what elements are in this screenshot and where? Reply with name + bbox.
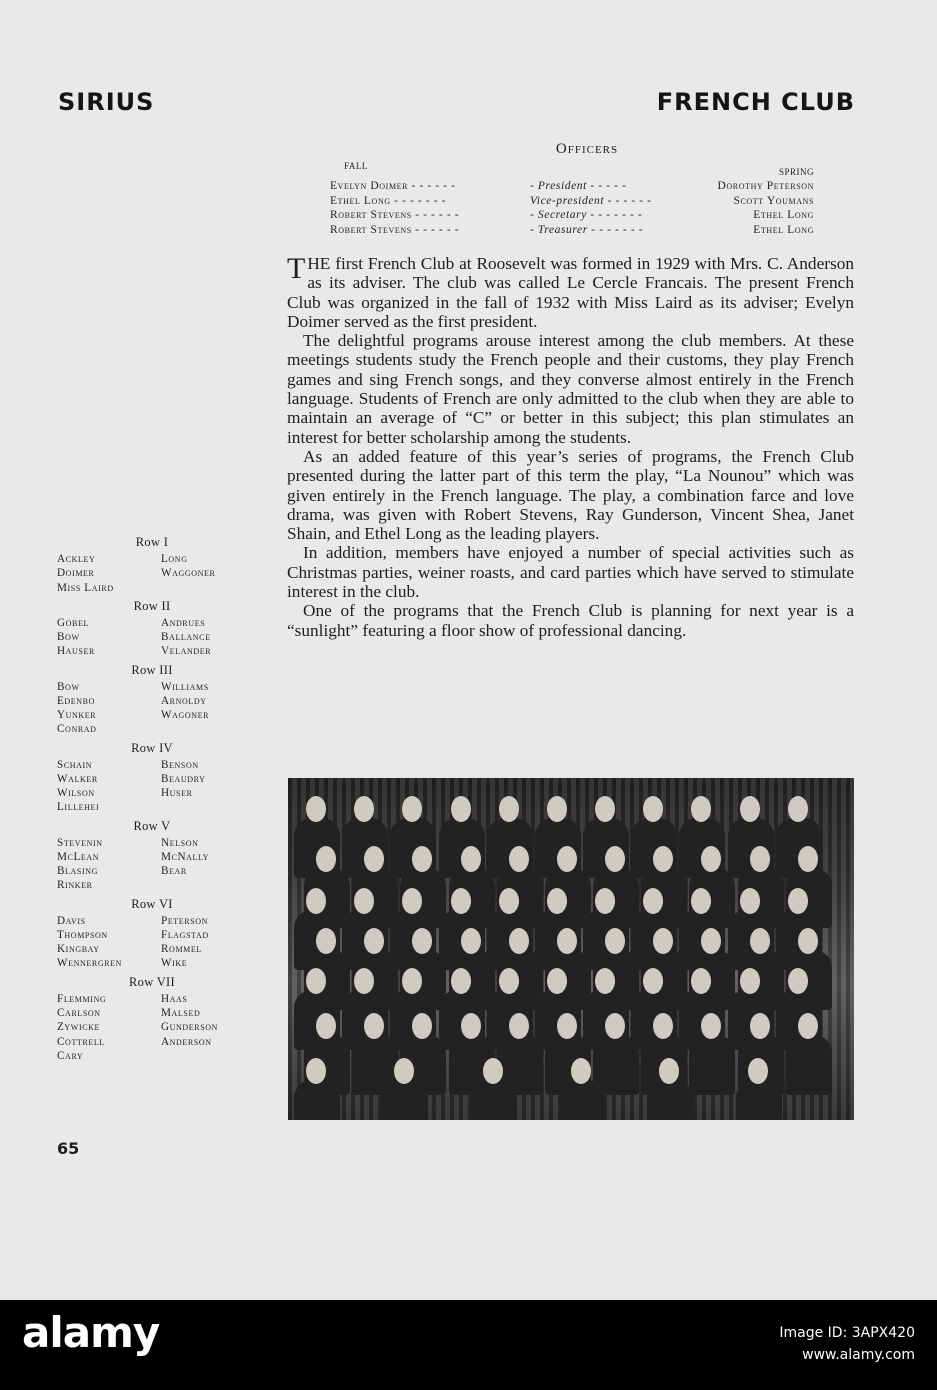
- name: Malsed: [161, 1007, 201, 1020]
- name: Wagoner: [161, 709, 210, 722]
- officers-table: [330, 142, 814, 237]
- name: Kingbay: [57, 943, 100, 956]
- running-header-sirius: SIRIUS: [58, 88, 155, 116]
- photo-caption-names: [57, 531, 257, 1063]
- spring-label: SPRING: [778, 166, 814, 177]
- person-face: [798, 846, 818, 872]
- person-face: [750, 1013, 770, 1039]
- paragraph: [287, 543, 854, 601]
- row-heading: Row II: [133, 598, 171, 613]
- paragraph-text: In addition, members have enjoyed a number of special activities such as Christmas parties, weiner roasts, and card parties which have served to stimulate interest in the club.: [287, 543, 854, 602]
- name: Bow: [57, 680, 80, 693]
- name: Rommel: [161, 943, 202, 956]
- person-face: [740, 968, 760, 994]
- person-face: [461, 846, 481, 872]
- person-face: [740, 888, 760, 914]
- name: Doimer: [57, 567, 95, 580]
- row-names: [57, 616, 257, 659]
- fall-officer: Ethel Long - - - - - - -: [330, 194, 447, 207]
- name: Haas: [161, 992, 188, 1005]
- spring-officer: Scott Youmans: [733, 194, 814, 207]
- person-face: [306, 888, 326, 914]
- right-column: [161, 992, 218, 1063]
- person-face: [557, 928, 577, 954]
- person-face: [788, 888, 808, 914]
- person-face: [509, 846, 529, 872]
- right-column: [161, 616, 211, 659]
- name: Ackley: [57, 553, 96, 566]
- person-face: [547, 888, 567, 914]
- name: Lillehei: [57, 801, 100, 814]
- name: Long: [161, 553, 188, 566]
- office-role: Vice-president - - - - - -: [530, 194, 652, 207]
- name: Davis: [57, 914, 86, 927]
- name: Yunker: [57, 709, 97, 722]
- name: Miss Laird: [57, 581, 114, 594]
- person-face: [499, 968, 519, 994]
- paragraph: [287, 601, 854, 640]
- fall-officer: Robert Stevens - - - - - -: [330, 209, 460, 221]
- name: Schain: [57, 758, 93, 771]
- row-heading: Row V: [133, 818, 171, 833]
- name: Walker: [57, 773, 98, 786]
- right-column: [161, 552, 215, 595]
- person-face: [509, 928, 529, 954]
- officers-title: Officers: [555, 141, 619, 157]
- person-face: [571, 1058, 591, 1084]
- person-face: [798, 1013, 818, 1039]
- row-names: [57, 836, 257, 893]
- person-body: [294, 1080, 340, 1120]
- right-column: [161, 680, 209, 737]
- person-face: [557, 1013, 577, 1039]
- name: Rinker: [57, 879, 93, 892]
- name: Carlson: [57, 1007, 101, 1020]
- fall-officer: Robert Stevens - - - - - -: [330, 223, 460, 236]
- person-face: [499, 888, 519, 914]
- name: Gobel: [57, 617, 89, 630]
- name: Benson: [161, 758, 199, 771]
- person-face: [750, 846, 770, 872]
- row-names: [57, 758, 257, 815]
- row-names: [57, 992, 257, 1063]
- person-body: [471, 1080, 517, 1120]
- person-face: [509, 1013, 529, 1039]
- paragraph-text: The delightful programs arouse interest among the club members. At these meetings students study the French people and their customs, they play French games and sing French songs, and they converse almost entirely in the French language. Students of French are only admitted to the club when they are able to maintain an average of “C” or better in this subject; this plan stimulates an interest for better scholarship among the students.: [287, 331, 854, 447]
- person-face: [483, 1058, 503, 1084]
- name: Williams: [161, 680, 209, 693]
- person-face: [788, 968, 808, 994]
- left-column: [57, 680, 161, 737]
- person-face: [316, 928, 336, 954]
- person-face: [605, 928, 625, 954]
- name: Flagstad: [161, 929, 209, 942]
- paragraph: [287, 447, 854, 543]
- person-face: [750, 928, 770, 954]
- name: Cottrell: [57, 1035, 105, 1048]
- person-face: [316, 846, 336, 872]
- row-heading: Row VII: [129, 974, 175, 989]
- row-heading: Row IV: [131, 740, 173, 755]
- name: Zywicke: [57, 1021, 101, 1034]
- person-face: [316, 1013, 336, 1039]
- watermark-url: www.alamy.com: [802, 1347, 915, 1363]
- officer-row: [330, 194, 814, 209]
- name: McNally: [161, 851, 210, 864]
- name: Arnoldy: [161, 695, 207, 708]
- paragraph-text: One of the programs that the French Club is planning for next year is a “sunlight” featuring a floor show of professional dancing.: [287, 601, 854, 640]
- name: Velander: [161, 645, 212, 658]
- person-face: [499, 796, 519, 822]
- name: Cary: [57, 1049, 84, 1062]
- name: Stevenin: [57, 836, 103, 849]
- name: Thompson: [57, 929, 108, 942]
- name: Anderson: [161, 1035, 212, 1048]
- person-face: [748, 1058, 768, 1084]
- person-body: [736, 1080, 782, 1120]
- person-face: [595, 968, 615, 994]
- row-heading: Row VI: [131, 896, 173, 911]
- person-face: [306, 968, 326, 994]
- person-face: [557, 846, 577, 872]
- person-face: [461, 928, 481, 954]
- article-body: [287, 254, 854, 640]
- name: Beaudry: [161, 773, 206, 786]
- person-face: [461, 1013, 481, 1039]
- paragraph: [287, 254, 854, 331]
- image-id: Image ID: 3APX420: [779, 1325, 915, 1341]
- fall-label: FALL: [344, 160, 368, 171]
- group-photo: [288, 778, 854, 1120]
- spring-officer: Ethel Long: [753, 223, 814, 236]
- right-column: [161, 758, 206, 815]
- person-face: [451, 888, 471, 914]
- fall-officer: Evelyn Doimer - - - - - -: [330, 180, 456, 192]
- name: Conrad: [57, 723, 97, 736]
- person-body: [382, 1080, 428, 1120]
- office-role: - Treasurer - - - - - - -: [530, 223, 644, 236]
- row-names: [57, 552, 257, 595]
- person-body: [647, 1080, 693, 1120]
- name: Peterson: [161, 914, 209, 927]
- left-column: [57, 914, 161, 971]
- section-title-french-club: FRENCH CLUB: [656, 88, 855, 116]
- page-number: 65: [57, 1139, 80, 1158]
- name: Waggoner: [161, 567, 216, 580]
- person-body: [559, 1080, 605, 1120]
- drop-cap: T: [287, 252, 306, 285]
- name: Huser: [161, 787, 193, 800]
- name: Flemming: [57, 992, 107, 1005]
- spring-officer: Dorothy Peterson: [717, 180, 814, 192]
- person-face: [595, 888, 615, 914]
- name: Gunderson: [161, 1021, 219, 1034]
- row-names: [57, 680, 257, 737]
- person-face: [451, 968, 471, 994]
- officer-row: [330, 208, 814, 223]
- watermark-bar: [0, 1300, 937, 1390]
- person-face: [306, 796, 326, 822]
- name: Wennergren: [57, 957, 123, 970]
- name: Andrues: [161, 617, 206, 630]
- left-column: [57, 836, 161, 893]
- person-face: [547, 968, 567, 994]
- row-heading: Row III: [131, 662, 173, 677]
- person-face: [788, 796, 808, 822]
- row-heading: Row I: [135, 535, 169, 549]
- office-role: - President - - - - -: [530, 180, 627, 192]
- name: Wike: [161, 957, 188, 970]
- left-column: [57, 758, 161, 815]
- name: Nelson: [161, 836, 199, 849]
- person-face: [740, 796, 760, 822]
- alamy-logo: alamy: [22, 1308, 160, 1357]
- person-face: [605, 1013, 625, 1039]
- person-face: [451, 796, 471, 822]
- spring-officer: Ethel Long: [753, 209, 814, 221]
- person-face: [306, 1058, 326, 1084]
- right-column: [161, 836, 209, 893]
- name: Blasing: [57, 865, 98, 878]
- paragraph-text: As an added feature of this year’s series of programs, the French Club presented during the latter part of this term the play, “La Nounou” which was given entirely in the French language. The play, a combination farce and love drama, was given with Robert Stevens, Ray Gunderson, Vincent Shea, Janet Shain, and Ethel Long as the leading players.: [287, 446, 854, 544]
- right-column: [161, 914, 209, 971]
- left-column: [57, 992, 161, 1063]
- row-names: [57, 914, 257, 971]
- person-body: [689, 1035, 735, 1095]
- name: McLean: [57, 851, 100, 864]
- name: Edenbo: [57, 695, 95, 708]
- name: Wilson: [57, 787, 95, 800]
- person-face: [605, 846, 625, 872]
- office-role: - Secretary - - - - - - -: [530, 209, 643, 221]
- person-body: [786, 1035, 832, 1095]
- name: Hauser: [57, 645, 95, 658]
- left-column: [57, 616, 161, 659]
- name: Ballance: [161, 631, 211, 644]
- paragraph-text: HE first French Club at Roosevelt was formed in 1929 with Mrs. C. Anderson as its adviser. The club was called Le Cercle Francais. The present French Club was organized in the fall of 1932 with Miss Laird as its adviser; Evelyn Doimer served as the first president.: [287, 254, 854, 331]
- person-face: [547, 796, 567, 822]
- paragraph: [287, 331, 854, 447]
- person-face: [595, 796, 615, 822]
- left-column: [57, 552, 161, 595]
- officer-row: [330, 179, 814, 194]
- officer-row: [330, 223, 814, 238]
- name: Bear: [161, 865, 187, 878]
- person-face: [798, 928, 818, 954]
- name: Bow: [57, 631, 80, 644]
